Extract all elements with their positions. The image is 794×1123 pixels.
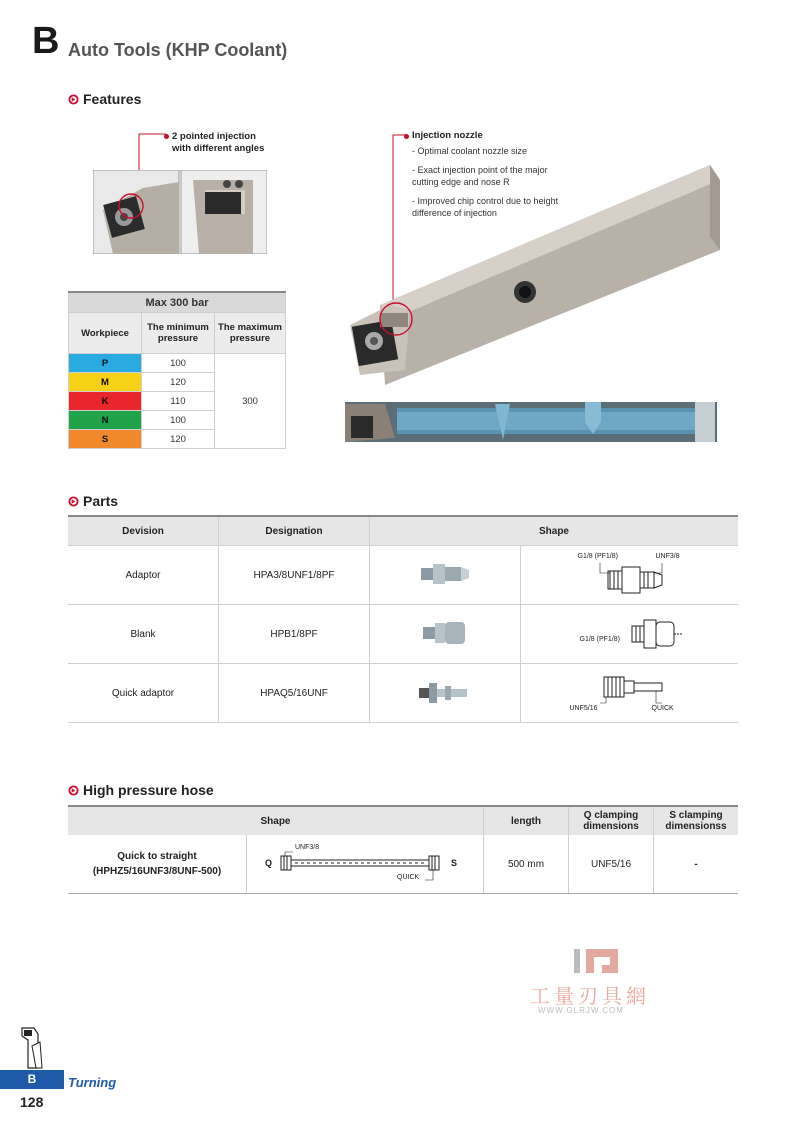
part-designation: HPA3/8UNF1/8PF bbox=[219, 546, 370, 605]
max-pressure-value: 300 bbox=[215, 354, 286, 449]
material-k: K bbox=[69, 392, 142, 411]
min-pressure-s: 120 bbox=[142, 430, 215, 449]
hose-quick-label: QUICK bbox=[397, 874, 420, 881]
quick-label-unf516: UNF5/16 bbox=[569, 705, 598, 712]
hose-q-clamp: UNF5/16 bbox=[569, 835, 654, 894]
material-m: M bbox=[69, 373, 142, 392]
circle-arrow-icon bbox=[68, 94, 79, 105]
min-pressure-m: 120 bbox=[142, 373, 215, 392]
coolant-channel-cross-section bbox=[345, 398, 720, 445]
blank-drawing bbox=[521, 605, 739, 664]
adaptor-photo bbox=[370, 546, 521, 605]
hose-s-end-label: S bbox=[451, 858, 458, 868]
material-p: P bbox=[69, 354, 142, 373]
turning-tool-icon bbox=[18, 1026, 48, 1070]
col-max-pressure: The maximum pressure bbox=[215, 313, 286, 354]
page-title: Auto Tools (KHP Coolant) bbox=[68, 40, 288, 60]
parts-heading bbox=[68, 493, 118, 509]
part-designation: HPB1/8PF bbox=[219, 605, 370, 664]
watermark-url: WWW.GLRJW.COM bbox=[538, 1006, 624, 1015]
table-row bbox=[68, 664, 738, 723]
min-pressure-k: 110 bbox=[142, 392, 215, 411]
hose-q-end-label: Q bbox=[265, 858, 273, 868]
col-hose-shape: Shape bbox=[68, 806, 484, 835]
pressure-table bbox=[68, 291, 286, 449]
col-q-clamping: Q clamping dimensions bbox=[569, 806, 654, 835]
section-letter: B bbox=[32, 20, 60, 62]
category-label: Turning bbox=[68, 1075, 117, 1090]
hose-length: 500 mm bbox=[484, 835, 569, 894]
material-s: S bbox=[69, 430, 142, 449]
parts-heading-label: Parts bbox=[83, 493, 119, 509]
nozzle-feature-2a: - Exact injection point of the major bbox=[412, 165, 548, 175]
col-designation: Designation bbox=[219, 516, 370, 546]
hose-table bbox=[68, 805, 738, 894]
table-row bbox=[68, 605, 738, 664]
watermark-text: 工量刃具網 bbox=[530, 984, 650, 1008]
adaptor-photo-icon bbox=[415, 559, 475, 589]
callout-left-line2: with different angles bbox=[172, 143, 265, 154]
features-heading-label: Features bbox=[83, 91, 142, 107]
circle-arrow-icon bbox=[68, 785, 79, 796]
section-tab: B bbox=[0, 1070, 64, 1089]
nozzle-feature-2b: cutting edge and nose R bbox=[412, 177, 510, 187]
hose-s-clamp: - bbox=[654, 835, 739, 894]
quick-adaptor-drawing bbox=[521, 664, 739, 723]
table-row bbox=[69, 354, 286, 373]
adaptor-drawing bbox=[521, 546, 739, 605]
hose-name-line2: (HPHZ5/16UNF3/8UNF-500) bbox=[92, 866, 222, 877]
callout-left-line1: 2 pointed injection bbox=[172, 131, 256, 142]
hose-name-line1: Quick to straight bbox=[117, 851, 197, 862]
tool-holder-image bbox=[340, 145, 740, 390]
blank-photo-icon bbox=[415, 618, 475, 648]
table-row bbox=[68, 546, 738, 605]
hose-heading-label: High pressure hose bbox=[83, 782, 214, 798]
features-heading bbox=[68, 91, 141, 107]
min-pressure-n: 100 bbox=[142, 411, 215, 430]
adaptor-label-g18: G1/8 (PF1/8) bbox=[577, 553, 618, 560]
hose-drawing-icon bbox=[265, 844, 465, 884]
part-devision: Adaptor bbox=[68, 546, 219, 605]
col-shape: Shape bbox=[370, 516, 739, 546]
nozzle-feature-3a: - Improved chip control due to height bbox=[412, 196, 559, 206]
adaptor-drawing-icon bbox=[570, 561, 690, 597]
quick-label-quick: QUICK bbox=[651, 705, 674, 712]
part-devision: Blank bbox=[68, 605, 219, 664]
table-row bbox=[68, 835, 738, 894]
quick-adaptor-photo bbox=[370, 664, 521, 723]
min-pressure-p: 100 bbox=[142, 354, 215, 373]
nozzle-feature-1: - Optimal coolant nozzle size bbox=[412, 146, 528, 156]
circle-arrow-icon bbox=[68, 496, 79, 507]
quick-adaptor-drawing-icon bbox=[570, 671, 690, 707]
col-workpiece: Workpiece bbox=[69, 313, 142, 354]
col-devision: Devision bbox=[68, 516, 219, 546]
col-s-clamping: S clamping dimensionss bbox=[654, 806, 739, 835]
hose-name bbox=[68, 835, 247, 894]
adaptor-label-unf38: UNF3/8 bbox=[655, 553, 680, 560]
part-devision: Quick adaptor bbox=[68, 664, 219, 723]
hose-heading bbox=[68, 782, 214, 798]
pressure-table-caption: Max 300 bar bbox=[69, 292, 286, 313]
quick-adaptor-photo-icon bbox=[415, 677, 475, 707]
hose-unf38-label: UNF3/8 bbox=[295, 844, 320, 851]
parts-table bbox=[68, 515, 738, 723]
injection-callout-left bbox=[164, 131, 264, 155]
blank-label-g18: G1/8 (PF1/8) bbox=[579, 636, 620, 643]
injection-nozzle-title: Injection nozzle bbox=[412, 130, 483, 141]
material-n: N bbox=[69, 411, 142, 430]
insert-closeup-photos bbox=[93, 170, 267, 254]
page-number: 128 bbox=[20, 1094, 44, 1110]
blank-photo bbox=[370, 605, 521, 664]
watermark-logo bbox=[572, 945, 622, 977]
col-min-pressure: The minimum pressure bbox=[142, 313, 215, 354]
blank-drawing-icon bbox=[570, 614, 690, 654]
nozzle-feature-3b: difference of injection bbox=[412, 208, 497, 218]
part-designation: HPAQ5/16UNF bbox=[219, 664, 370, 723]
hose-drawing bbox=[247, 835, 484, 894]
col-length: length bbox=[484, 806, 569, 835]
